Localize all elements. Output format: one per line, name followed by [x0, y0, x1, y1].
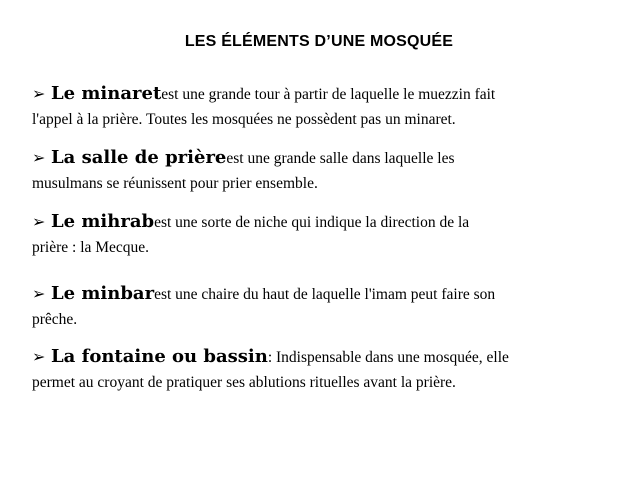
- item-term: Le minbar: [51, 283, 155, 304]
- arrow-bullet-icon: ➢: [32, 84, 46, 103]
- item-text: est une grande salle dans laquelle les: [226, 150, 455, 167]
- item-term: La fontaine ou bassin: [51, 346, 268, 367]
- item-text-continued: prêche.: [32, 311, 78, 328]
- arrow-bullet-icon: ➢: [32, 347, 46, 366]
- item-term: Le minaret: [51, 83, 162, 104]
- bullet-item-minaret: [32, 81, 622, 133]
- bullet-item-mihrab: [32, 209, 622, 261]
- arrow-bullet-icon: ➢: [32, 148, 46, 167]
- item-term: Le mihrab: [51, 211, 155, 232]
- item-text: est une chaire du haut de laquelle l'imam peut faire son: [154, 286, 496, 303]
- item-text: est une grande tour à partir de laquelle le muezzin fait: [161, 86, 496, 103]
- item-text-continued: l'appel à la prière. Toutes les mosquées ne possèdent pas un minaret.: [32, 111, 456, 128]
- item-text-continued: permet au croyant de pratiquer ses ablutions rituelles avant la prière.: [32, 374, 456, 391]
- arrow-bullet-icon: ➢: [32, 212, 46, 231]
- bullet-item-salle-de-priere: [32, 145, 622, 197]
- arrow-bullet-icon: ➢: [32, 284, 46, 303]
- item-text: : Indispensable dans une mosquée, elle: [267, 349, 509, 366]
- item-text-continued: prière : la Mecque.: [32, 239, 150, 256]
- bullet-item-minbar: [32, 281, 622, 333]
- item-text-continued: musulmans se réunissent pour prier ensemble.: [32, 175, 318, 192]
- item-term: La salle de prière: [51, 147, 227, 168]
- bullet-item-fontaine: [32, 344, 622, 396]
- item-text: est une sorte de niche qui indique la direction de la: [154, 214, 470, 231]
- slide-title: LES ÉLÉMENTS D’UNE MOSQUÉE: [184, 33, 454, 50]
